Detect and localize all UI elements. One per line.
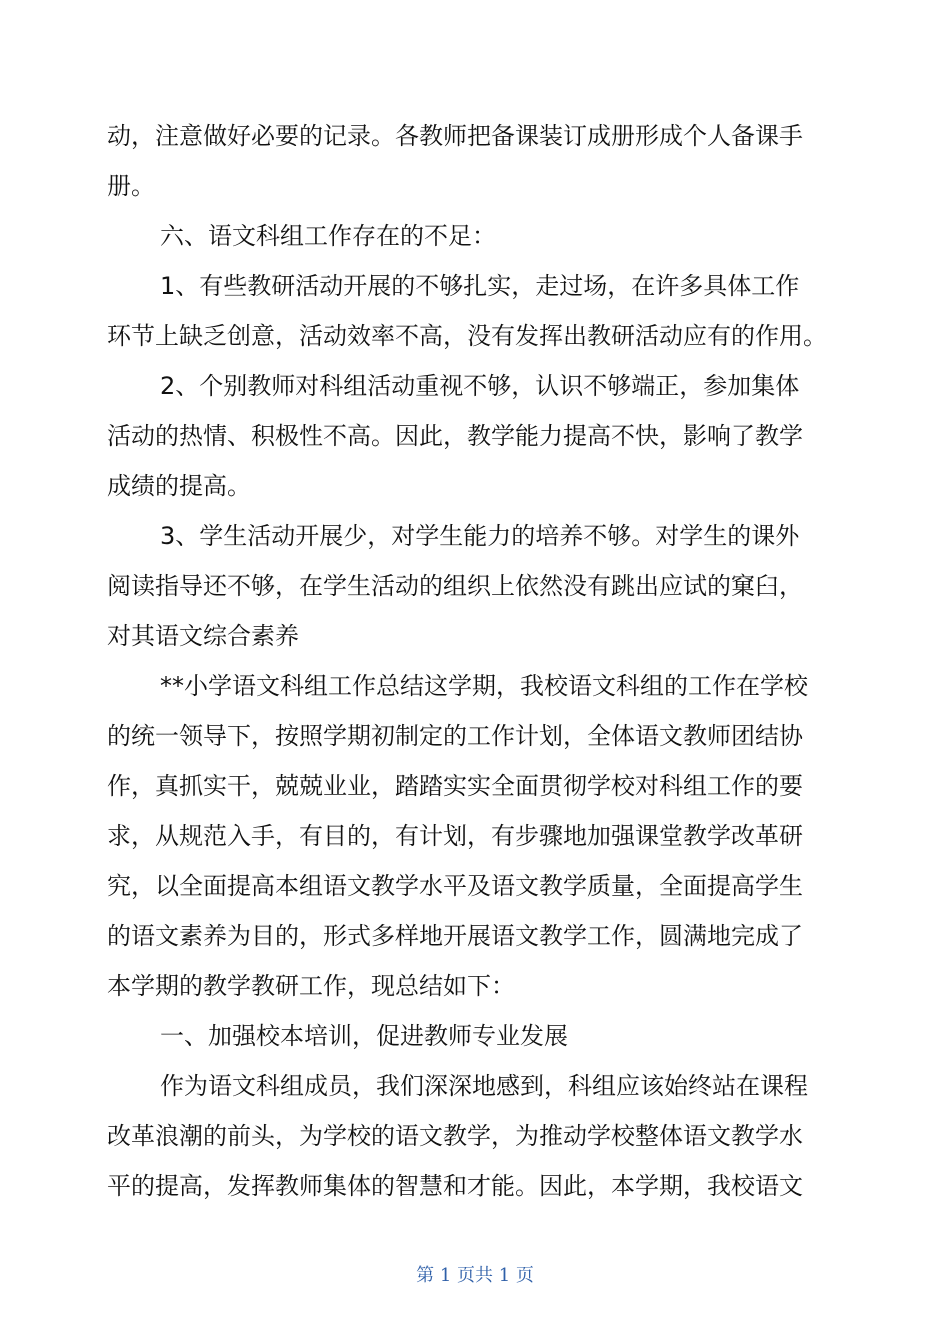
text-line: 作，真抓实干，兢兢业业，踏踏实实全面贯彻学校对科组工作的要 <box>107 772 803 800</box>
text-line: 阅读指导还不够，在学生活动的组织上依然没有跳出应试的窠臼， <box>107 572 803 600</box>
text-line: 本学期的教学教研工作，现总结如下： <box>107 972 515 1000</box>
text-line: 1、有些教研活动开展的不够扎实，走过场，在许多具体工作 <box>160 272 800 300</box>
text-line: 2、个别教师对科组活动重视不够，认识不够端正，参加集体 <box>160 372 800 400</box>
section-heading: 一、加强校本培训，促进教师专业发展 <box>160 1022 568 1050</box>
text-line: 成绩的提高。 <box>107 472 251 500</box>
text-line: 的统一领导下，按照学期初制定的工作计划，全体语文教师团结协 <box>107 722 803 750</box>
text-line: 活动的热情、积极性不高。因此，教学能力提高不快，影响了教学 <box>107 422 803 450</box>
text-line: 平的提高，发挥教师集体的智慧和才能。因此，本学期，我校语文 <box>107 1172 803 1200</box>
text-line: 册。 <box>107 172 155 200</box>
text-line: 环节上缺乏创意，活动效率不高，没有发挥出教研活动应有的作用。 <box>107 322 827 350</box>
text-line: 作为语文科组成员，我们深深地感到，科组应该始终站在课程 <box>160 1072 808 1100</box>
text-line: 究，以全面提高本组语文教学水平及语文教学质量，全面提高学生 <box>107 872 803 900</box>
text-line: **小学语文科组工作总结这学期，我校语文科组的工作在学校 <box>160 672 808 700</box>
section-heading: 六、语文科组工作存在的不足： <box>160 222 496 250</box>
text-line: 的语文素养为目的，形式多样地开展语文教学工作，圆满地完成了 <box>107 922 803 950</box>
text-line: 求，从规范入手，有目的，有计划，有步骤地加强课堂教学改革研 <box>107 822 803 850</box>
text-line: 3、学生活动开展少，对学生能力的培养不够。对学生的课外 <box>160 522 800 550</box>
text-line: 动，注意做好必要的记录。各教师把备课装订成册形成个人备课手 <box>107 122 803 150</box>
text-line: 对其语文综合素养 <box>107 622 299 650</box>
page-number-footer: 第 1 页共 1 页 <box>416 1265 534 1286</box>
text-line: 改革浪潮的前头，为学校的语文教学，为推动学校整体语文教学水 <box>107 1122 803 1150</box>
